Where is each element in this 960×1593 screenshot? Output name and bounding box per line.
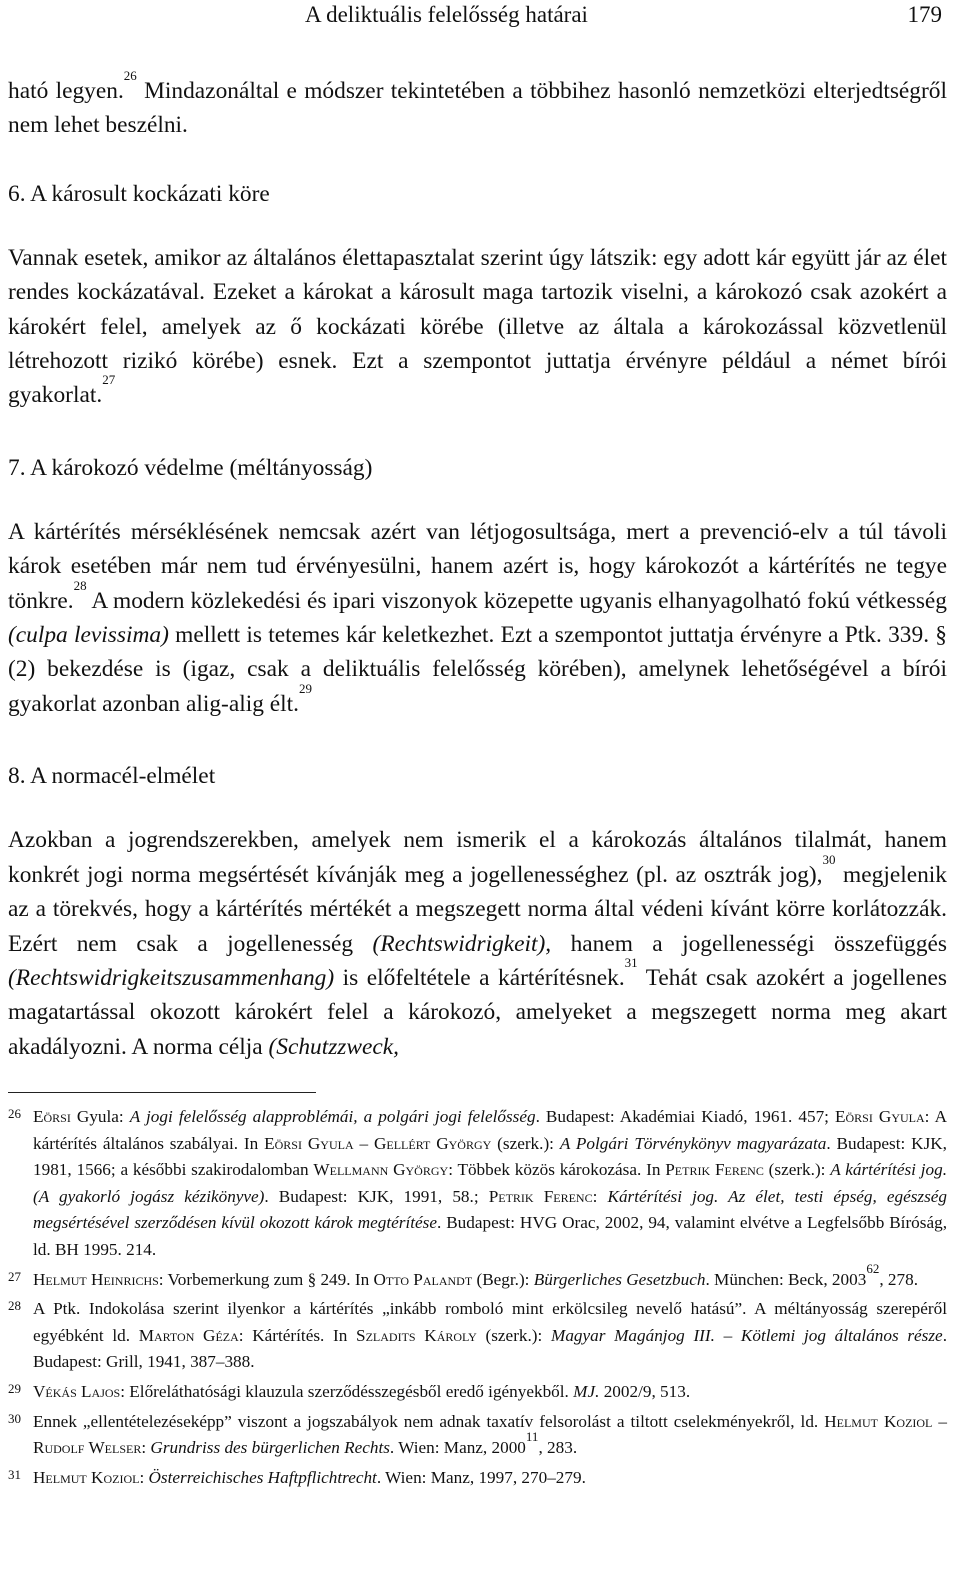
running-title: A deliktuális felelősség határai [305, 2, 588, 27]
section-heading-7: 7. A károkozó védelme (méltányosság) [8, 454, 373, 481]
footnote-number: 30 [8, 1410, 21, 1426]
italic-term: (Schutzzweck, [268, 1033, 400, 1060]
footnotes [8, 1104, 947, 1491]
footnote-ref-30[interactable]: 30 [822, 851, 836, 867]
footnote-29: 29 Vékás Lajos: Előreláthatósági klauzula szerződésszegésből eredő igényekből. MJ. 2002/9, 513. [8, 1379, 947, 1406]
footnote-ref-26[interactable]: 26 [123, 68, 137, 83]
footnote-number: 27 [8, 1268, 21, 1284]
italic-term: (Rechtswidrigkeitszusammenhang) [8, 964, 335, 991]
footnote-number: 29 [8, 1380, 21, 1396]
paragraph-section-7: A kártérítés mérséklésének nemcsak azért van létjogosultsága, mert a prevenció-elv a túl távoli károk esetében már nem tud érvényesülni, hanem azért is, hogy károkozót a kártérítés ne tegye tönkre.$^{28}$ A modern közlekedési és ipari viszonyok közepette ugyanis elhanyagolható fokú vétkesség (culpa levissima) mellett is tetemes kár keletkezhet. Ezt a szempontot juttatja érvényre a Ptk. 339. § (2) bekezdése is (igaz, csak a deliktuális felelősség körében), amelynek lehetőségével a bírói gyakorlat azonban alig-alig élt.$^{29}$ [8, 518, 948, 717]
italic-term: (culpa levissima) [8, 622, 169, 649]
footnote-number: 26 [8, 1106, 21, 1121]
footnote-ref-31[interactable]: 31 [624, 954, 638, 970]
italic-term: (Rechtswidrigkeit), [372, 930, 552, 957]
footnote-ref-29[interactable]: 29 [298, 680, 312, 696]
main-text [8, 68, 948, 1064]
page-number: 179 [907, 2, 942, 27]
footnote-27: 27 Helmut Heinrichs: Vorbemerkung zum § 249. In Otto Palandt (Begr.): Bürgerliches Gesetzbuch. München: Beck, 2003$^{62}$, 278. [8, 1260, 918, 1289]
footnote-26: 26 Eörsi Gyula: A jogi felelősség alapproblémái, a polgári jogi felelősség. Budapest: Akadémiai Kiadó, 1961. 457; Eörsi Gyula: A kártérítés általános szabályai. In Eörsi Gyula – Gellért György (szerk.): A Polgári Törvénykönyv magyarázata. Budapest: KJK, 1981, 1566; a későbbi szakirodalomban Wellmann György: Többek közös károkozása. In Petrik Ferenc (szerk.): A kártérítési jog. (A gyakorló jogász kézikönyve). Budapest: KJK, 1991, 58.; Petrik Ferenc: Kártérítési jog. Az élet, testi épség, egészség megsértésével szerződésen kívül okozott károk megtérítése. Budapest: HVG Orac, 2002, 94, valamint elvétve a Legfelsőbb Bíróság, ld. BH 1995. 214. [8, 1104, 947, 1264]
running-header [0, 0, 960, 30]
paragraph-intro: ható legyen.$^{26}$ Mindazonáltal e módszer tekintetében a többihez hasonló nemzetközi elterjedtségről nem lehet beszélni. [8, 68, 947, 139]
footnote-separator [8, 1092, 316, 1093]
paragraph-section-8: Azokban a jogrendszerekben, amelyek nem ismerik el a károkozás általános tilalmát, hanem konkrét jogi norma megsértését kívánják meg a jogellenességhez (pl. az osztrák jog),$^{30}$ megjelenik az a törekvés, hogy a kártérítés mértékét a megszegett norma által védeni kívánt körre korlátozzák. Ezért nem csak a jogellenesség (Rechtswidrigkeit), hanem a jogellenességi összefüggés (Rechtswidrigkeitszusammenhang) is előfeltétele a kártérítésnek.$^{31}$ Tehát csak azokért a jogellenes magatartással okozott károkért felel a károkozó, amelyeket a megszegett norma meg akart akadályozni. A norma célja (Schutzzweck, [8, 827, 947, 1060]
footnote-number: 28 [8, 1298, 21, 1314]
footnote-31: 31 Helmut Koziol: Österreichisches Haftpflichtrecht. Wien: Manz, 1997, 270–279. [8, 1465, 947, 1492]
section-heading-8: 8. A normacél-elmélet [8, 763, 216, 790]
footnote-ref-27[interactable]: 27 [102, 372, 116, 388]
footnote-ref-28[interactable]: 28 [73, 577, 87, 593]
paragraph-section-6: Vannak esetek, amikor az általános élettapasztalat szerint úgy látszik: egy adott kár együtt jár az élet rendes kockázatával. Ezeket a károkat a károsult maga tartozik viselni, a károkozó csak azokért a károkért felel, amelyek az ő kockázati körébe (illetve az általa a károkozással közvetlenül létrehozott rizikó körébe) esnek. Ezt a szempontot juttatja érvényre például a német bírói gyakorlat.$^{27}$ [8, 244, 947, 409]
footnote-number: 31 [8, 1466, 21, 1482]
footnote-30: 30 Ennek „ellentételezéseképp” viszont a jogszabályok nem adnak taxatív felsorolást a tiltott cselekményekről, ld. Helmut Koziol – Rudolf Welser: Grundriss des bürgerlichen Rechts. Wien: Manz, 2000$^{11}$, 283. [8, 1409, 947, 1462]
footnote-28: 28 A Ptk. Indokolása szerint ilyenkor a kártérítés „inkább romboló mint erkölcsileg nevelő hatású”. A méltányosság szerepéről egyébként ld. Marton Géza: Kártérítés. In Szladits Károly (szerk.): Magyar Magánjog III. – Kötlemi jog általános része. Budapest: Grill, 1941, 387–388. [8, 1296, 947, 1376]
section-heading-6: 6. A károsult kockázati köre [8, 180, 270, 207]
